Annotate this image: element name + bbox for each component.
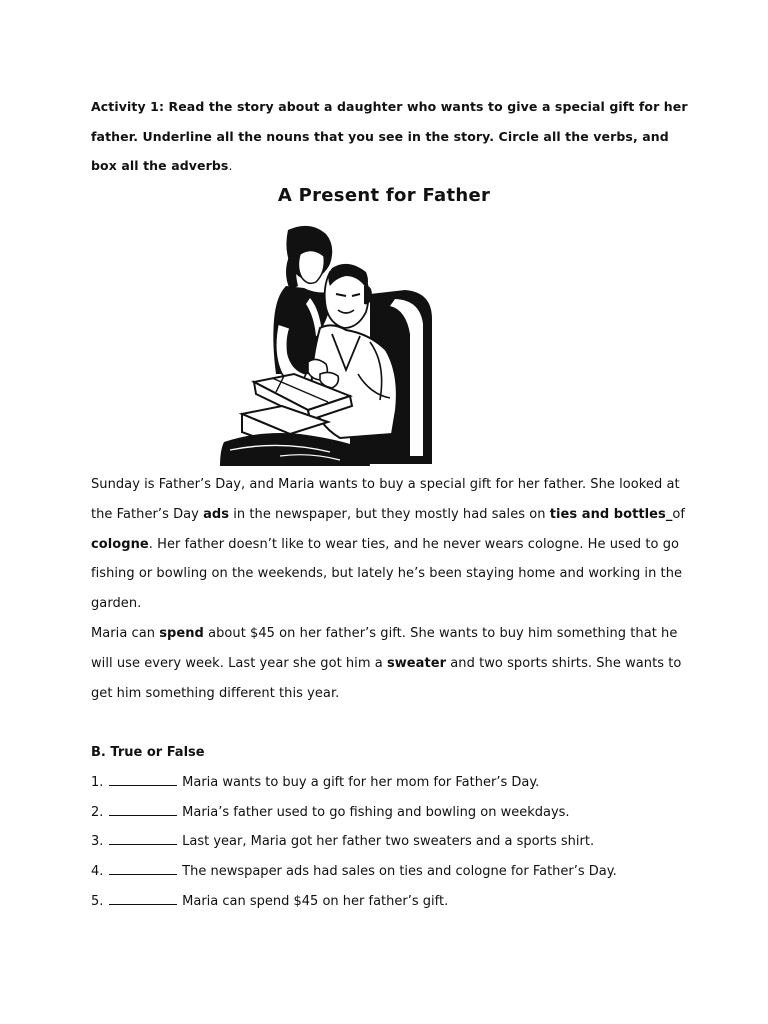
story-text-span: Maria can — [91, 625, 160, 641]
instructions-period: . — [228, 158, 233, 173]
story-text — [91, 470, 691, 708]
instructions-text: Activity 1: Read the story about a daughter who wants to give a special gift for her father. Underline all the nouns that you see in the story. Circle all the verbs, and box all the adverbs — [91, 99, 688, 173]
story-paragraph-1 — [91, 470, 691, 619]
list-item — [91, 827, 691, 857]
item-text: Maria can spend $45 on her father’s gift. — [182, 893, 449, 909]
answer-blank[interactable] — [109, 862, 177, 875]
item-text: Maria’s father used to go fishing and bowling on weekdays. — [182, 804, 570, 820]
activity-instructions — [91, 92, 691, 181]
list-item — [91, 798, 691, 828]
story-bold-word: cologne — [91, 536, 149, 552]
answer-blank[interactable] — [109, 803, 177, 816]
item-number: 2. — [91, 804, 104, 820]
story-text-span: and two sports shirts. She wants to get him something different this year. — [91, 655, 682, 701]
story-bold-word: spend — [159, 625, 204, 641]
story-text-span: . Her father doesn’t like to wear ties, and he never wears cologne. He used to go fishing or bowling on the weekends, but lately he’s been staying home and working in the garden. — [91, 536, 683, 612]
true-false-section — [91, 738, 691, 917]
story-title: A Present for Father — [277, 185, 491, 206]
story-paragraph-2 — [91, 619, 691, 708]
section-heading: B. True or False — [91, 745, 205, 760]
list-item — [91, 887, 691, 917]
item-number: 5. — [91, 893, 104, 909]
story-text-span: Sunday is Father’s Day, and Maria wants to buy a special gift for her father. She looked at the Father’s Day — [91, 477, 680, 522]
item-text: Last year, Maria got her father two sweaters and a sports shirt. — [182, 834, 595, 850]
item-text: The newspaper ads had sales on ties and cologne for Father’s Day. — [182, 864, 617, 880]
item-number: 3. — [91, 834, 104, 850]
item-number: 4. — [91, 864, 104, 880]
story-bold-word: ties and bottles_ — [549, 506, 673, 522]
item-text: Maria wants to buy a gift for her mom for Father’s Day. — [182, 774, 540, 790]
answer-blank[interactable] — [109, 892, 177, 905]
answer-blank[interactable] — [109, 773, 177, 786]
list-item — [91, 857, 691, 887]
story-bold-word: sweater — [386, 655, 447, 671]
item-number: 1. — [91, 774, 104, 790]
story-bold-word: ads — [203, 506, 230, 522]
list-item — [91, 768, 691, 798]
answer-blank[interactable] — [109, 832, 177, 845]
story-text-span: in the newspaper, but they mostly had sales on — [229, 506, 550, 522]
father-daughter-gift-illustration — [220, 224, 435, 466]
story-text-span: of — [672, 506, 686, 522]
story-text-span: about $45 on her father’s gift. She wants to buy him something that he will use every week. Last year she got him a — [91, 625, 678, 671]
